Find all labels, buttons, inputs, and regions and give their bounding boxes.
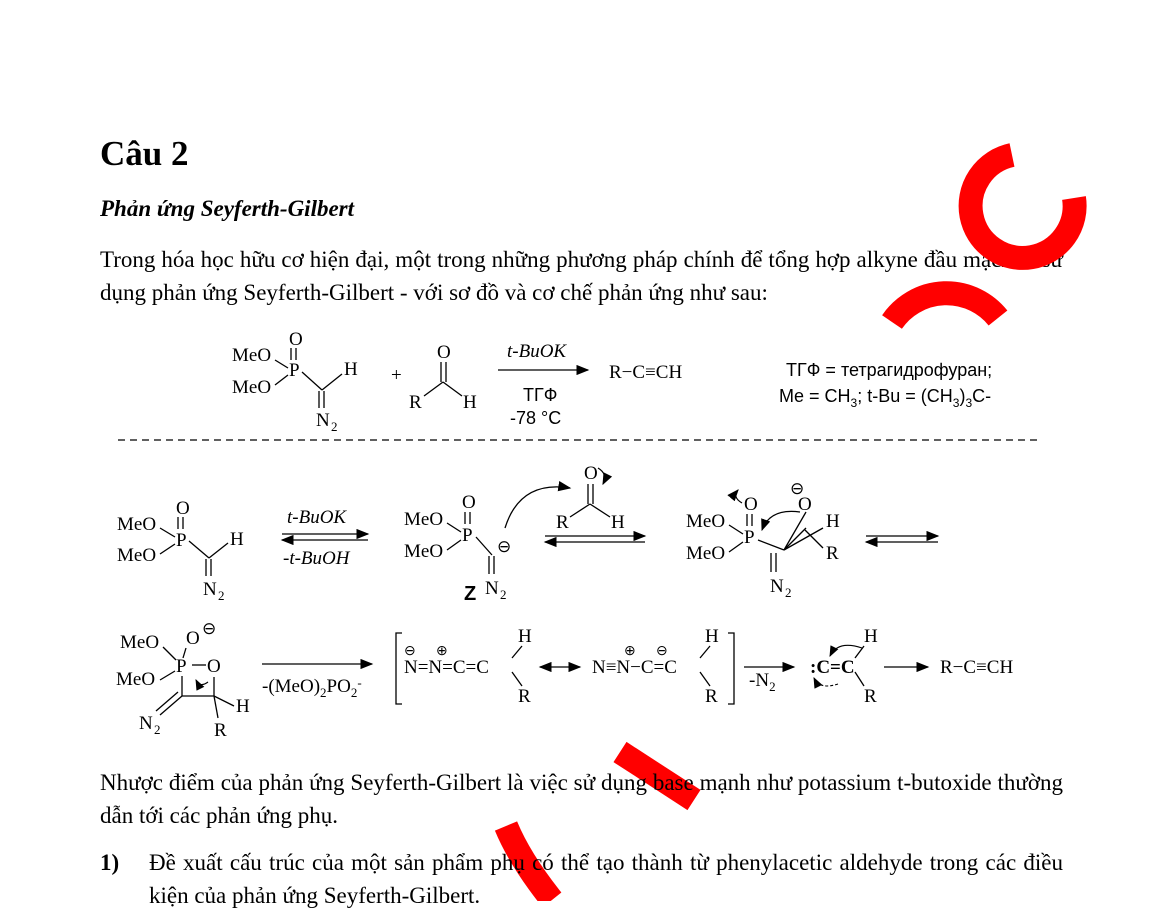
svg-text:R: R — [214, 720, 227, 741]
diazo-resonance-1: N=N=C=C — [404, 657, 489, 678]
svg-text:P: P — [462, 525, 473, 546]
hydrogen-label: H — [344, 359, 358, 380]
question-number: 1) — [100, 850, 120, 875]
svg-text:⊕: ⊕ — [624, 644, 636, 659]
svg-text:R: R — [556, 512, 569, 533]
svg-text:t-BuOK: t-BuOK — [287, 507, 347, 528]
r-group-label: R — [409, 392, 422, 413]
svg-text:O: O — [744, 494, 758, 515]
svg-text:H: H — [230, 529, 244, 550]
mechanism-row-2 — [116, 619, 1013, 741]
svg-text:R: R — [518, 686, 531, 707]
svg-text:O: O — [176, 498, 190, 519]
svg-text:⊕: ⊕ — [436, 644, 448, 659]
svg-text:2: 2 — [500, 587, 507, 602]
svg-text:2: 2 — [785, 585, 792, 600]
svg-text:N: N — [139, 713, 153, 734]
svg-text:MeO: MeO — [117, 514, 157, 535]
meo-label: MeO — [232, 377, 272, 398]
svg-text:R: R — [705, 686, 718, 707]
svg-text:H: H — [826, 511, 840, 532]
svg-text:⊖: ⊖ — [404, 644, 416, 659]
solvent-label: ТГФ — [523, 385, 558, 405]
svg-text:⊖: ⊖ — [656, 644, 668, 659]
svg-text:O: O — [207, 656, 221, 677]
svg-text:H: H — [705, 626, 719, 647]
svg-text:MeO: MeO — [117, 545, 157, 566]
svg-text:H: H — [611, 512, 625, 533]
svg-text:R: R — [864, 686, 877, 707]
abbreviation-note-2: $Me = CH_3$; $t-Bu = (CH_3)_3C-$ — [779, 386, 992, 410]
svg-text:MeO: MeO — [120, 632, 160, 653]
svg-text:MeO: MeO — [404, 509, 444, 530]
intro-paragraph: Trong hóa học hữu cơ hiện đại, một trong những phương pháp chính để tổng hợp alkyne đầu mạch là sử dụng phản ứng Seyferth-Gilbert - với sơ đồ và cơ chế phản ứng như sau: — [100, 247, 1063, 305]
svg-text:MeO: MeO — [116, 669, 156, 690]
nitrogen-loss-label: $-N_2$ — [749, 670, 776, 694]
svg-text:2: 2 — [218, 588, 225, 603]
oxygen-label: O — [437, 342, 451, 363]
svg-text:H: H — [864, 626, 878, 647]
abbreviation-note: ТГФ = тетрагидрофуран; — [786, 360, 993, 380]
overall-reaction — [232, 329, 992, 434]
question-text: Đề xuất cấu trúc của một sản phẩm phụ có thể tạo thành từ phenylacetic aldehyde trong các điều kiện của phản ứng Seyferth-Gilbert. — [149, 850, 1063, 908]
meo-label: MeO — [232, 345, 272, 366]
question-heading: Câu 2 — [100, 134, 189, 173]
svg-text:⊖: ⊖ — [497, 537, 512, 556]
oxygen-label: O — [289, 329, 303, 350]
svg-text:R−C≡CH: R−C≡CH — [940, 657, 1014, 678]
reaction-title: Phản ứng Seyferth-Gilbert — [100, 196, 355, 221]
temperature-label: -78 °C — [510, 408, 562, 428]
svg-text:O: O — [798, 494, 812, 515]
plus-sign: + — [391, 365, 402, 386]
drawback-paragraph: Nhược điểm của phản ứng Seyferth-Gilbert là việc sử dụng base mạnh như potassium t-butoxide thường dẫn tới các phản ứng phụ. — [100, 770, 1063, 828]
svg-text:H: H — [518, 626, 532, 647]
svg-text:P: P — [176, 530, 187, 551]
hydrogen-label: H — [463, 392, 477, 413]
byproduct-label: -t-BuOH — [283, 548, 350, 569]
intermediate-z-label: Z — [464, 583, 477, 605]
svg-text:O: O — [584, 463, 598, 484]
svg-text:N: N — [485, 578, 499, 599]
svg-text:H: H — [236, 696, 250, 717]
carbene-label: :C=C — [810, 657, 855, 678]
svg-text:2: 2 — [331, 419, 338, 434]
nitrogen-label: N — [316, 410, 330, 431]
svg-text:P: P — [176, 656, 187, 677]
diazo-resonance-2: N≡N−C=C — [592, 657, 677, 678]
svg-text:⊖: ⊖ — [202, 619, 217, 638]
svg-text:2: 2 — [154, 722, 161, 737]
svg-text:MeO: MeO — [404, 541, 444, 562]
product-label: R−C≡CH — [609, 362, 683, 383]
svg-text:O: O — [462, 492, 476, 513]
svg-text:N: N — [770, 576, 784, 597]
phosphorus-label: P — [289, 360, 300, 381]
elimination-label: $-(MeO)_2PO_2^-$ — [262, 675, 362, 700]
svg-text:MeO: MeO — [686, 511, 726, 532]
svg-text:⊖: ⊖ — [790, 479, 805, 498]
svg-text:O: O — [186, 628, 200, 649]
base-label: t-BuOK — [507, 341, 567, 362]
svg-text:MeO: MeO — [686, 543, 726, 564]
svg-text:P: P — [744, 527, 755, 548]
mechanism-row-1 — [117, 463, 938, 605]
svg-text:R: R — [826, 543, 839, 564]
svg-text:N: N — [203, 579, 217, 600]
